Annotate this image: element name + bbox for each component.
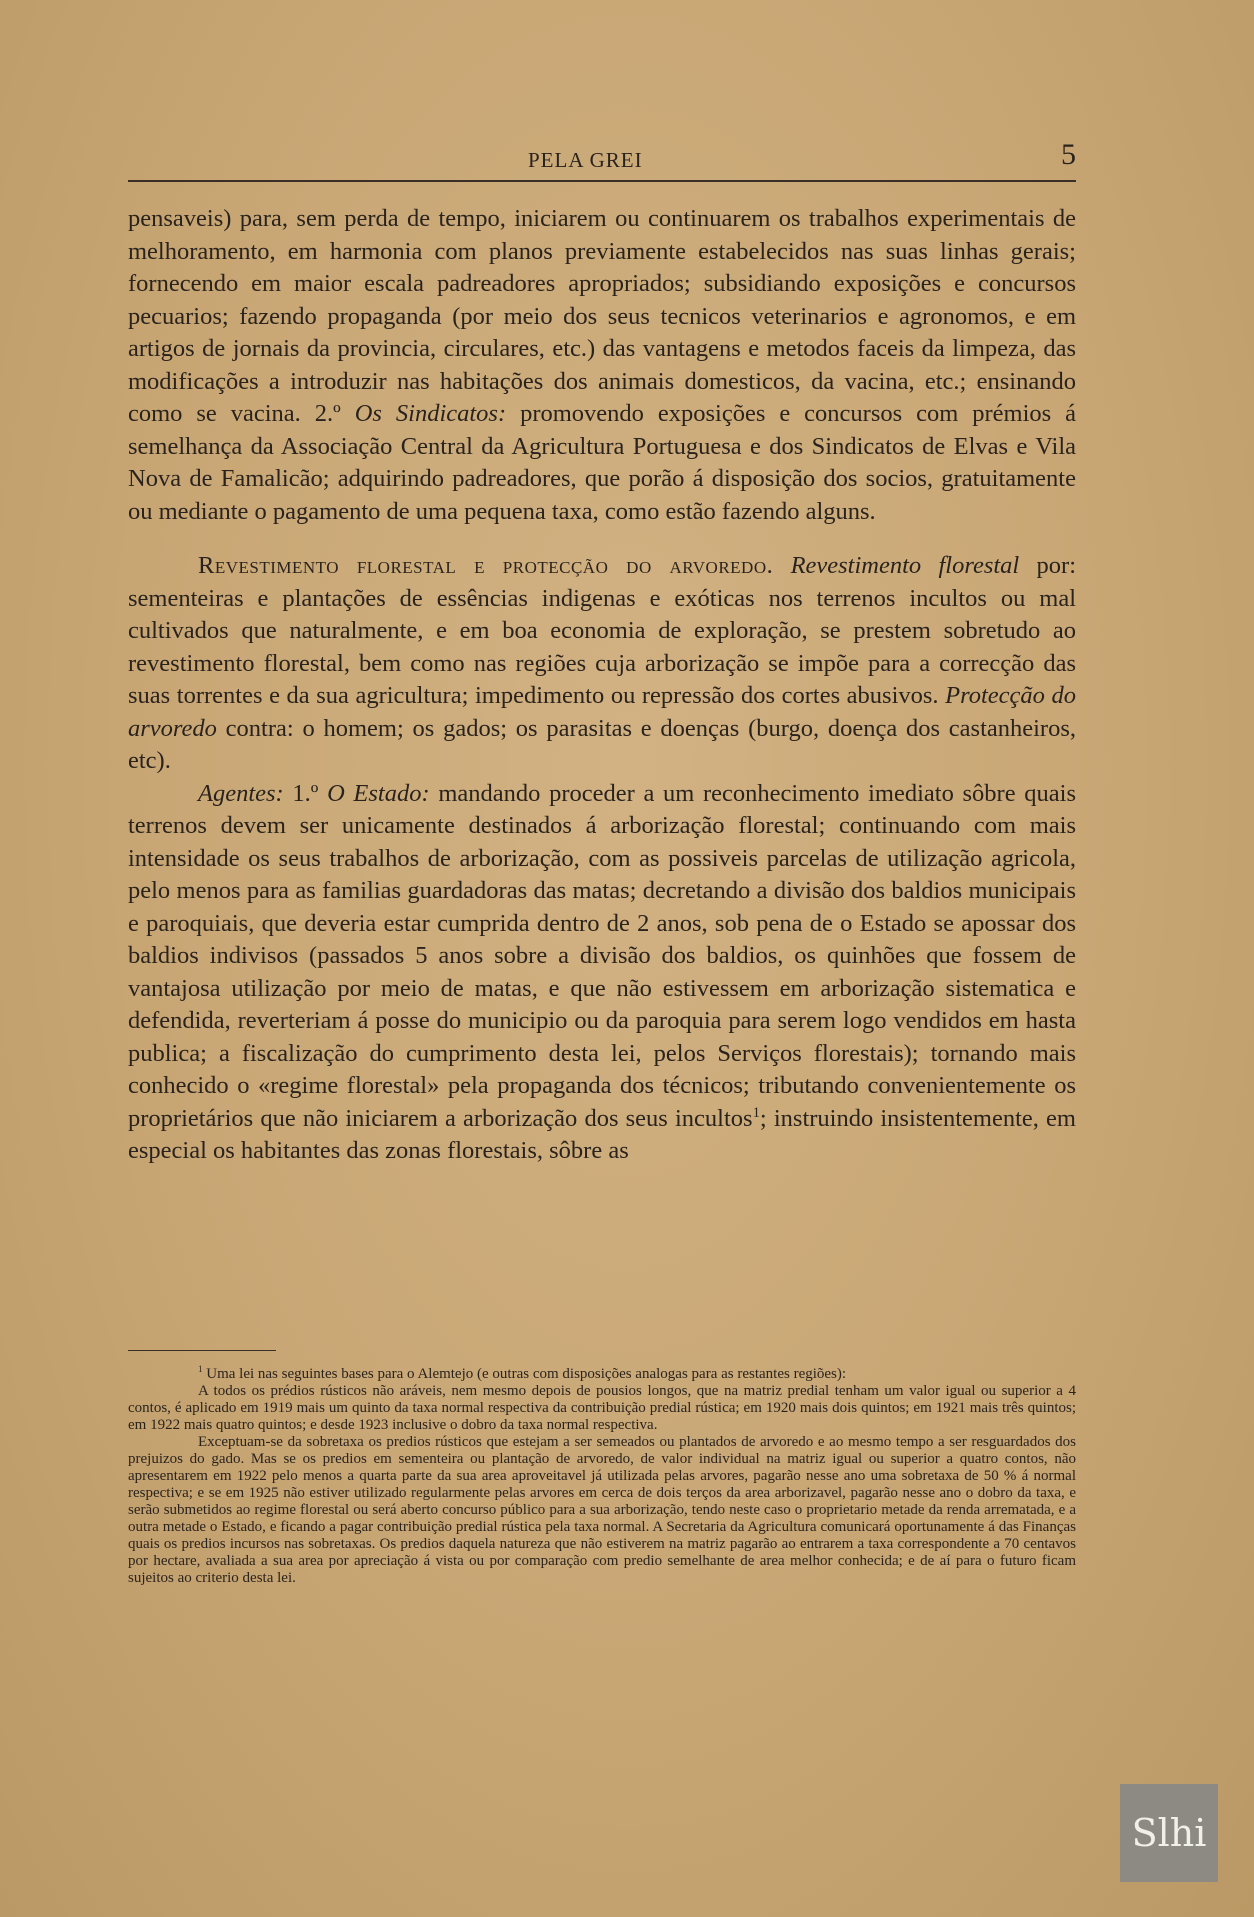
section-heading: Revestimento florestal e protecção do arvoredo.	[198, 552, 774, 579]
footnote-rule	[128, 1350, 276, 1351]
paragraph-agents: Agentes: 1.º O Estado: mandando proceder a um reconhecimento imediato sôbre quais terrenos devem ser unicamente destinados á arborização florestal; continuando com mais intensidade os seus trabalhos de arborização, com as possiveis parcelas de utilização agricola, pelo menos para as familias guardadoras das matas; decretando a divisão dos baldios municipais e paroquiais, que deveria estar cumprida dentro de 2 anos, sob pena de o Estado se apossar dos baldios indivisos (passados 5 anos sobre a divisão dos baldios, os quinhões que fossem de vantajosa utilização por meio de matas, e que não estivessem em arborização sistematica e defendida, reverteriam á posse do municipio ou da paroquia para serem logo vendidos em hasta publica; a fiscalização do cumprimento desta lei, pelos Serviços florestais); tornando mais conhecido o «regime florestal» pela propaganda dos técnicos; tributando convenientemente os proprietários que não iniciarem a arborização dos seus incultos$^1$; instruindo insistentemente, em especial os habitantes das zonas florestais, sôbre as	[128, 779, 1076, 1164]
header-rule	[128, 180, 1076, 182]
library-stamp: Slhi	[1120, 1784, 1218, 1882]
agent-sindicatos: Os Sindicatos:	[354, 400, 507, 427]
footnote-reference: 1	[752, 1104, 760, 1121]
running-title: PELA GREI	[528, 148, 643, 172]
paragraph-livestock: pensaveis) para, sem perda de tempo, iniciarem ou continuarem os trabalhos experimentais de melhoramento, em harmonia com planos previamente estabelecidos nas suas linhas gerais; fornecendo em maior escala padreadores apropriados; subsidiando exposições e concursos pecuarios; fazendo propaganda (por meio dos seus tecnicos veterinarios e agronomos, e em artigos de jornais da provincia, circulares, etc.) das vantagens e metodos faceis da limpeza, das modificações a introduzir nas habitações dos animais domesticos, da vacina, etc.; ensinando como se vacina. 2.º Os Sindicatos: promovendo exposições e concursos com prémios á semelhança da Associação Central da Agricultura Portuguesa e dos Sindicatos de Elvas e Vila Nova de Famalicão; adquirindo padreadores, que porão á disposição dos socios, gratuitamente ou mediante o pagamento de uma pequena taxa, como estão fazendo alguns.	[128, 205, 1076, 525]
page-number: 5	[1061, 138, 1076, 171]
body-text	[128, 203, 1076, 1168]
page-header	[128, 138, 1076, 182]
footnote-marker: 1	[198, 1364, 203, 1374]
footnote: $^1$ Uma lei nas seguintes bases para o Alemtejo (e outras com disposições analogas para as restantes regiões): A todos os prédios rústicos não aráveis, nem mesmo depois de pousios longos, que na matriz predial tenham um valor igual ou superior a 4 contos, é aplicado em 1919 mais um quinto da taxa normal respectiva da contribuição predial rústica; em 1920 mais dois quintos; em 1921 mais três quintos; em 1922 mais quatro quintos; e desde 1923 inclusive o dobro da taxa normal respectiva. Exceptuam-se da sobretaxa os predios rústicos que estejam a ser semeados ou plantados de arvoredo e ao mesmo tempo a ser resguardados dos prejuizos do gado. Mas se os predios em sementeira ou plantação de arvoredo, de valor individual na matriz igual ou superior a quatro contos, não apresentarem em 1922 pelo menos a quarta parte da sua area aproveitavel já utilizada pelas arvores, pagarão nesse ano uma sobretaxa de 50 % á normal respectiva; e se em 1925 não estiver utilizado regularmente pelas arvores em cerca de dois terços da area arborizavel, pagarão nesse ano o dobro da taxa, e serão submetidos ao regime florestal ou será aberto concurso público para a sua arborização, tendo neste caso o proprietario metade da renda arrematada, e a outra metade o Estado, e ficando a pagar contribuição predial rústica pela taxa normal. A Secretaria da Agricultura comunicará oportunamente á das Finanças quais os predios incursos nas sobretaxas. Os predios daquela natureza que não estiverem na matriz pagarão ao entrarem a taxa correspondente a 70 centavos por hectare, avaliada a sua area por apreciação á vista ou por comparação com predio semelhante de area melhor conhecida; e de aí para o futuro ficam sujeitos ao criterio desta lei.	[128, 1364, 1076, 1586]
paragraph-forestry: Revestimento florestal e protecção do arvoredo. Revestimento florestal por: sementeiras e plantações de essências indigenas e exóticas nos terrenos incultos ou mal cultivados que naturalmente, e em boa economia de exploração, se prestem sobretudo ao revestimento florestal, bem como nas regiões cuja arborização se impõe para a correcção das suas torrentes e da sua agricultura; impedimento ou repressão dos cortes abusivos. Protecção do arvoredo contra: o homem; os gados; os parasitas e doenças (burgo, doença dos castanheiros, etc).	[128, 552, 1077, 774]
